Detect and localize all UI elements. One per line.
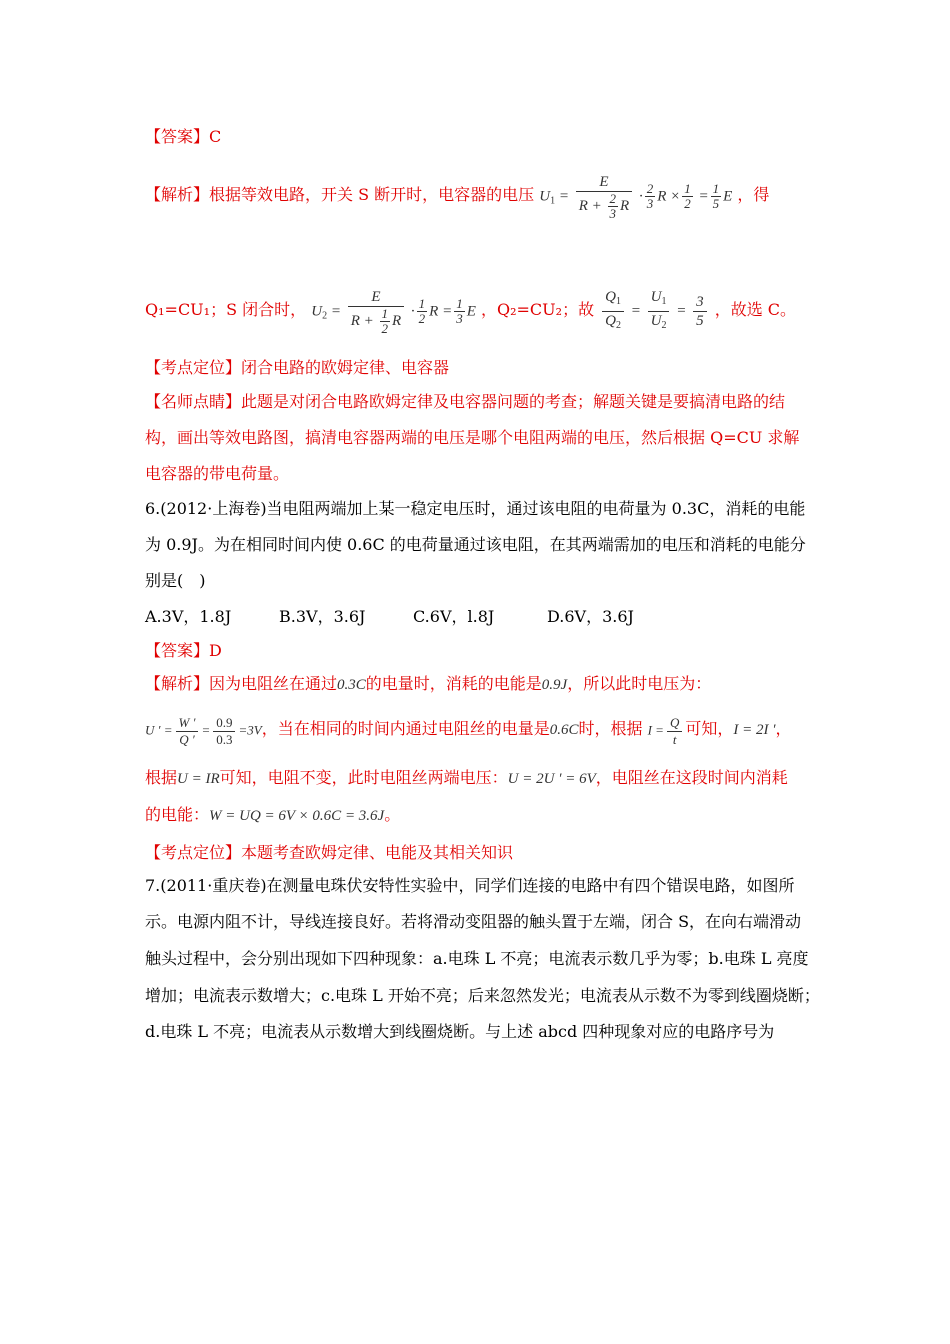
q1-text: Q₁=CU₁；S 闭合时， [145, 300, 307, 319]
q5-teacher-l2: 构，画出等效电路图，搞清电容器两端的电压是哪个电阻两端的电压，然后根据 Q=CU 求解 [145, 428, 800, 447]
q6-analysis-l2: U ′ = $\frac{W '}{Q '}$ = $\frac{0.9}{0.3}$ =3V，当在相同的时间内通过电阻丝的电量是0.6C时，根据 I = $\frac{Q}{t}$ 可知，I = 2I ′， [145, 714, 792, 747]
q5-analysis-line2 [145, 275, 830, 345]
ana-text: ，所以此时电压为： [567, 674, 712, 693]
q6-analysis-l4 [145, 805, 830, 826]
ana-text: 的电能： [145, 805, 210, 824]
analysis-label: 【解析】 [145, 185, 210, 204]
option-c: C.6V，l.8J [413, 607, 495, 626]
q6-stem-l2: 为 0.9J。为在相同时间内使 0.6C 的电荷量通过该电阻，在其两端需加的电压和消耗的电能分 [145, 535, 806, 554]
q5-teacher-l3: 电容器的带电荷量。 [145, 464, 290, 483]
q6-stem-l1: 6.(2012·上海卷)当电阻两端加上某一稳定电压时，通过该电阻的电荷量为 0.3C，消耗的电能 [145, 499, 806, 518]
q6-analysis-l3 [145, 768, 830, 789]
q2-text: ，Q₂=CU₂；故 [480, 300, 595, 319]
option-d: D.6V，3.6J [547, 607, 634, 626]
ana-text: 的电量时，消耗的电能是 [365, 674, 542, 693]
q7-l1: 7.(2011·重庆卷)在测量电珠伏安特性实验中，同学们连接的电路中有四个错误电路，如图所 [145, 876, 795, 895]
ana-text: ，当在相同的时间内通过电阻丝的电量是 [261, 719, 550, 738]
formula-i: I = $\frac{Q}{t}$ [648, 715, 686, 748]
q5-key-point: 【考点定位】闭合电路的欧姆定律、电容器 [145, 358, 450, 377]
formula-ratio: $\frac{Q_1}{Q_2}$ = $\frac{U_1}{U_2}$ = $\frac{3}{5}$ [599, 288, 709, 335]
analysis-text: 根据等效电路，开关 S 断开时，电容器的电压 [209, 185, 535, 204]
formula-energy: W = UQ = 6V × 0.6C = 3.6J [209, 808, 385, 824]
q6-analysis-l1 [145, 674, 830, 695]
ana-text: 根据 [145, 768, 178, 787]
charge-value-2: 0.6C [549, 722, 579, 738]
charge-value: 0.3C [337, 677, 366, 693]
formula-u1: $U_1$ = E R + $\frac{2}{3}$ R · $\frac{2}{3}$ R × $\frac{1}{2}$ = $\frac{1}{5}$ E [539, 173, 733, 221]
q6-answer: 【答案】D [145, 641, 222, 660]
formula-u-result: U = 2U ′ = 6V [507, 771, 596, 787]
analysis-text-end: ，得 [737, 185, 770, 204]
q7-l5: d.电珠 L 不亮；电流表从示数增大到线圈烧断。与上述 abcd 四种现象对应的电路序号为 [145, 1022, 775, 1041]
q7-l3: 触头过程中，会分别出现如下四种现象：a.电珠 L 不亮；电流表示数几乎为零；b.电珠 L 亮度 [145, 949, 809, 968]
energy-value: 0.9J [541, 677, 568, 693]
formula-i-prime: I = 2I ′ [733, 722, 776, 738]
option-a: A.3V，1.8J [145, 607, 232, 626]
ana-text: 。 [384, 805, 401, 824]
formula-u-prime: U ′ = $\frac{W '}{Q '}$ = $\frac{0.9}{0.3}$ =3V [145, 714, 262, 747]
ana-text: ，电阻丝在这段时间内消耗 [595, 768, 788, 787]
ana-text: 可知， [685, 719, 734, 738]
q6-options [145, 607, 830, 627]
q5-answer: 【答案】C [145, 127, 222, 146]
q7-l4: 增加；电流表示数增大；c.电珠 L 开始不亮；后来忽然发光；电流表从示数不为零到线圈烧断； [145, 986, 820, 1005]
ana-text: 时，根据 [578, 719, 643, 738]
formula-u2: $U_2$ = E R + $\frac{1}{2}$ R · $\frac{1}{2}$ R = $\frac{1}{3}$ E [311, 288, 476, 336]
q5-analysis-line1 [145, 160, 830, 230]
formula-ohm: U = IR [177, 771, 220, 787]
option-b: B.3V，3.6J [279, 607, 366, 626]
ana-text: 可知，电阻不变，此时电阻丝两端电压： [219, 768, 508, 787]
conclusion-text: ，故选 C。 [714, 300, 797, 319]
q6-key-point: 【考点定位】本题考查欧姆定律、电能及其相关知识 [145, 843, 514, 862]
q5-teacher-l1: 【名师点睛】此题是对闭合电路欧姆定律及电容器问题的考查；解题关键是要搞清电路的结 [145, 392, 786, 411]
ana-text: 【解析】因为电阻丝在通过 [145, 674, 338, 693]
q7-l2: 示。电源内阻不计，导线连接良好。若将滑动变阻器的触头置于左端，闭合 S，在向右端滑动 [145, 912, 802, 931]
q6-stem-l3: 别是( ) [145, 571, 206, 590]
